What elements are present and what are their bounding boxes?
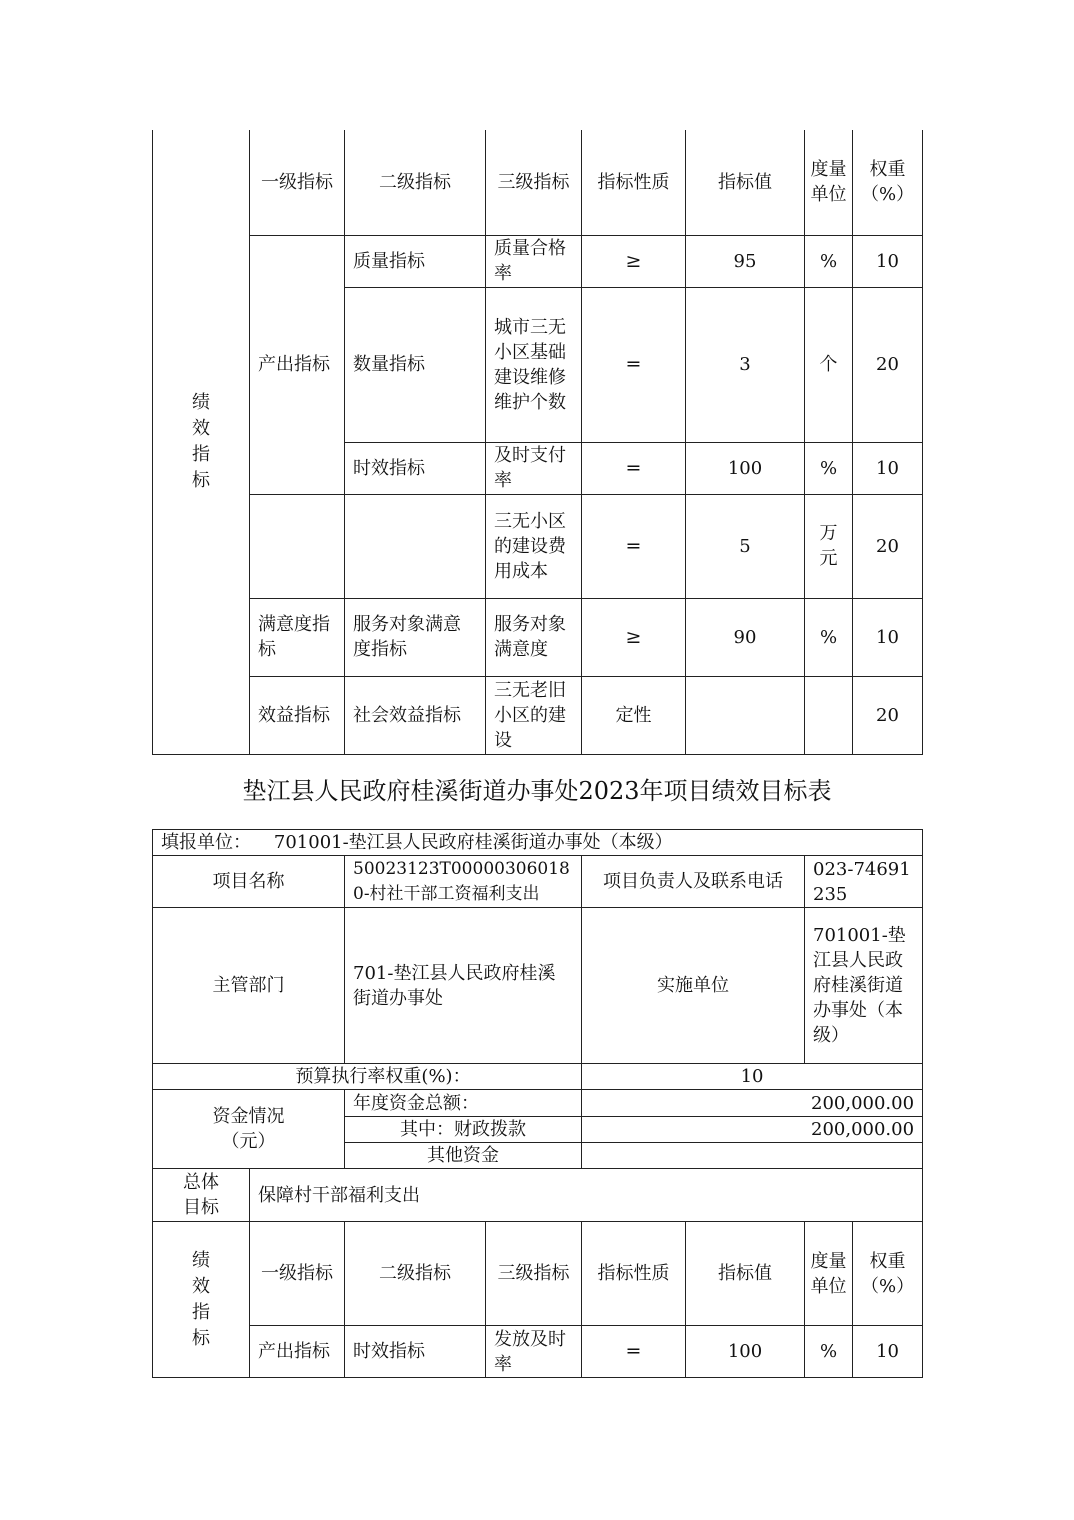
header-value: 指标值 — [686, 1222, 805, 1326]
cell-nature: = — [582, 442, 686, 494]
header-level3: 三级指标 — [486, 130, 582, 235]
performance-target-table — [152, 829, 923, 1378]
group-benefit: 效益指标 — [250, 676, 345, 754]
cell-unit — [805, 676, 853, 754]
annual-total-value: 200,000.00 — [582, 1090, 923, 1117]
header-level1: 一级指标 — [250, 130, 345, 235]
cell-value: 5 — [686, 494, 805, 598]
section-label-performance: 绩效指标 — [153, 1222, 250, 1378]
budget-weight-row — [153, 1064, 923, 1090]
cell-weight: 20 — [853, 494, 923, 598]
cell-level3: 三无老旧小区的建设 — [486, 676, 582, 754]
header-weight: 权重（%） — [853, 1222, 923, 1326]
cell-level1-empty — [250, 494, 345, 598]
cell-level2: 质量指标 — [345, 235, 486, 287]
fill-unit-value: 701001-垫江县人民政府桂溪街道办事处（本级） — [273, 832, 673, 853]
cell-value: 100 — [686, 1326, 805, 1378]
cell-level2: 社会效益指标 — [345, 676, 486, 754]
header-level2: 二级指标 — [345, 1222, 486, 1326]
header-level3: 三级指标 — [486, 1222, 582, 1326]
cell-value: 95 — [686, 235, 805, 287]
cell-nature: ≥ — [582, 598, 686, 676]
dept-label: 主管部门 — [153, 908, 345, 1064]
contact-value: 023-74691235 — [805, 856, 923, 908]
table-row — [153, 235, 923, 287]
cell-weight: 20 — [853, 287, 923, 442]
project-name-row — [153, 856, 923, 908]
cell-unit: 万元 — [805, 494, 853, 598]
header-unit: 度量单位 — [805, 130, 853, 235]
cell-nature: = — [582, 287, 686, 442]
table-row — [153, 494, 923, 598]
cell-level2 — [345, 494, 486, 598]
header-level1: 一级指标 — [250, 1222, 345, 1326]
funds-row — [153, 1090, 923, 1117]
dept-value: 701-垫江县人民政府桂溪街道办事处 — [345, 908, 582, 1064]
table-row — [153, 676, 923, 754]
cell-level3: 三无小区的建设费用成本 — [486, 494, 582, 598]
header-nature: 指标性质 — [582, 1222, 686, 1326]
cell-unit: % — [805, 235, 853, 287]
cell-level1: 产出指标 — [250, 1326, 345, 1378]
table-row — [153, 598, 923, 676]
goal-row — [153, 1169, 923, 1222]
cell-level2: 服务对象满意度指标 — [345, 598, 486, 676]
group-output: 产出指标 — [250, 235, 345, 494]
project-name-value: 50023123T000003060180-村社干部工资福利支出 — [345, 856, 582, 908]
cell-weight: 20 — [853, 676, 923, 754]
header-nature: 指标性质 — [582, 130, 686, 235]
annual-total-label: 年度资金总额： — [345, 1090, 582, 1117]
cell-weight: 10 — [853, 235, 923, 287]
budget-weight-value: 10 — [582, 1064, 923, 1090]
header-unit: 度量单位 — [805, 1222, 853, 1326]
cell-level3: 质量合格率 — [486, 235, 582, 287]
impl-value: 701001-垫江县人民政府桂溪街道办事处（本级） — [805, 908, 923, 1064]
cell-weight: 10 — [853, 598, 923, 676]
cell-value: 90 — [686, 598, 805, 676]
cell-level2: 数量指标 — [345, 287, 486, 442]
header-value: 指标值 — [686, 130, 805, 235]
budget-weight-label: 预算执行率权重(%)： — [153, 1064, 582, 1090]
group-satisfaction: 满意度指标 — [250, 598, 345, 676]
fiscal-value: 200,000.00 — [582, 1117, 923, 1143]
cell-nature: ≥ — [582, 235, 686, 287]
indicator-table-continued — [152, 130, 923, 755]
section-label-performance: 绩效指标 — [153, 130, 250, 754]
cell-level3: 服务对象满意度 — [486, 598, 582, 676]
other-funds-label: 其他资金 — [345, 1143, 582, 1169]
other-funds-value — [582, 1143, 923, 1169]
cell-weight: 10 — [853, 442, 923, 494]
cell-unit: % — [805, 442, 853, 494]
contact-label: 项目负责人及联系电话 — [582, 856, 805, 908]
project-name-label: 项目名称 — [153, 856, 345, 908]
cell-value — [686, 676, 805, 754]
cell-weight: 10 — [853, 1326, 923, 1378]
table-header-row — [153, 130, 923, 235]
cell-level2: 时效指标 — [345, 442, 486, 494]
page-title: 垫江县人民政府桂溪街道办事处2023年项目绩效目标表 — [242, 777, 832, 805]
goal-label: 总体目标 — [153, 1169, 250, 1222]
header-level2: 二级指标 — [345, 130, 486, 235]
cell-unit: % — [805, 598, 853, 676]
fill-unit-label: 填报单位： — [161, 832, 251, 853]
cell-nature: = — [582, 1326, 686, 1378]
cell-value: 100 — [686, 442, 805, 494]
table-header-row — [153, 1222, 923, 1326]
goal-value: 保障村干部福利支出 — [250, 1169, 923, 1222]
header-weight: 权重（%） — [853, 130, 923, 235]
cell-level3: 发放及时率 — [486, 1326, 582, 1378]
cell-level2: 时效指标 — [345, 1326, 486, 1378]
fill-unit — [153, 830, 923, 856]
funds-label: 资金情况（元） — [153, 1090, 345, 1169]
fiscal-label: 其中：财政拨款 — [345, 1117, 582, 1143]
dept-row — [153, 908, 923, 1064]
cell-unit: % — [805, 1326, 853, 1378]
fill-unit-row — [153, 830, 923, 856]
impl-label: 实施单位 — [582, 908, 805, 1064]
cell-level3: 城市三无小区基础建设维修维护个数 — [486, 287, 582, 442]
cell-nature: = — [582, 494, 686, 598]
cell-value: 3 — [686, 287, 805, 442]
table-row — [153, 1326, 923, 1378]
cell-nature: 定性 — [582, 676, 686, 754]
cell-level3: 及时支付率 — [486, 442, 582, 494]
cell-unit: 个 — [805, 287, 853, 442]
